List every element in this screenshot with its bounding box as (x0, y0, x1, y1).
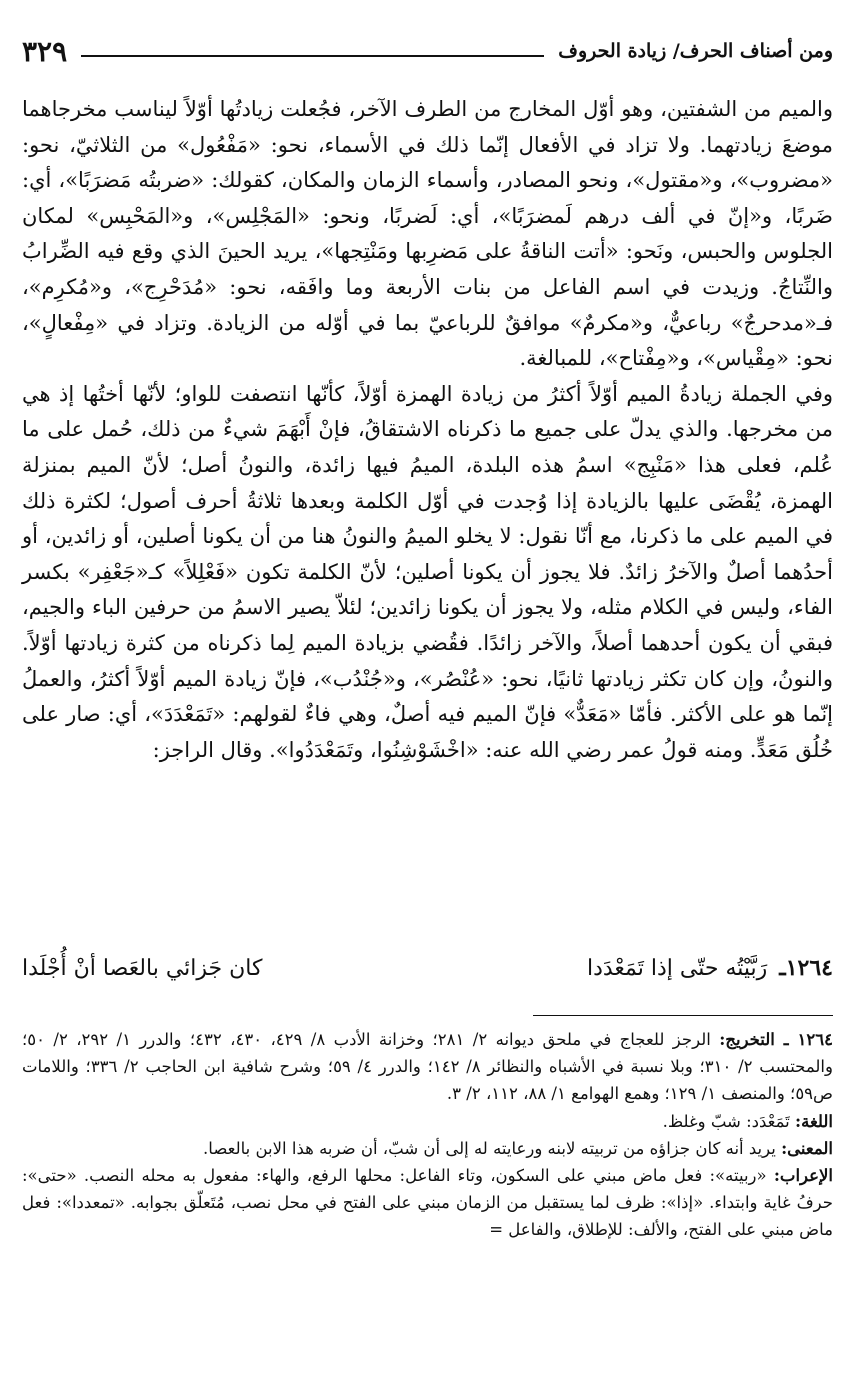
lugha-label: اللغة: (795, 1111, 833, 1131)
footnote-lugha (22, 1108, 833, 1135)
running-title: ومن أصناف الحرف/ زيادة الحروف (558, 40, 833, 62)
page-header (22, 30, 833, 72)
verse-second-hemistich: كان جَزائي بالعَصا أنْ أُجْلَدا (22, 955, 263, 981)
verse-first-hemistich: رَبَّيْتُه حتّى إذا تَمَعْدَدا (586, 955, 768, 981)
page-number: ٣٢٩ (22, 34, 68, 68)
footnote-separator (533, 1015, 833, 1016)
takhrij-text: الرجز للعجاج في ملحق ديوانه ٢/ ٢٨١؛ وخزانة الأدب ٨/ ٤٢٩، ٤٣٠، ٤٣٢؛ والدرر ١/ ٢٩٢، ٢/ ٥٠؛ والمحتسب ٢/ ٣١٠؛ وبلا نسبة في الأشباه والنظائر ٨/ ١٤٢؛ والدرر ٤/ ٥٩؛ وشرح شافية ابن الحاجب ٢/ ٣٣٦؛ واللامات ص٥٩؛ والمنصف ١/ ١٢٩؛ وهمع الهوامع ١/ ٨٨، ١١٢، ٢/ ٣. (22, 1030, 833, 1104)
footnote-takhrij (22, 1026, 833, 1108)
paragraph-1: والميم من الشفتين، وهو أوّل المخارج من الطرف الآخر، فجُعلت زيادتُها أوّلاً ليناسب مخرجاهما موضعَ زيادتهما. ولا تزاد في الأفعال إنّما ذلك في الأسماء، نحو: «مَفْعُول» من الثلاثيّ، نحو: «مضروب»، و«مقتول»، ونحو المصادر، وأسماء الزمان والمكان، كقولك: «ضربتُه مَضرَبًا»، أي: ضَربًا، و«إنّ في ألف درهم لَمضرَبًا»، أي: لَضربًا، ونحو: «المَجْلِس»، و«المَحْبِس» لمكان الجلوس والحبس، ونَحو: «أتت الناقةُ على مَضرِبها ومَنْتِجها»، يريد الحينَ الذي وقع فيه الضِّرابُ والنِّتاجُ. وزيدت في اسم الفاعل من بنات الأربعة وما وافَقه، نحو: «مُدَحْرِج»، و«مُكرِم»، فـ«مدحرجٌ» رباعيٌّ، و«مكرمٌ» موافقٌ للرباعيّ بما في أوّله من الزيادة. وتزاد في «مِفْعالٍ»، نحو: «مِقْياس»، و«مِفْتاح»، للمبالغة. (22, 97, 833, 371)
lugha-text: تَمَعْدَد: شبّ وغلظ. (662, 1111, 790, 1131)
main-text (22, 92, 833, 768)
header-rule (81, 55, 544, 57)
footnotes (22, 1026, 833, 1244)
mana-label: المعنى: (781, 1138, 833, 1158)
mana-text: يريد أنه كان جزاؤه من تربيته لابنه ورعايته له إلى أن شبّ، أن ضربه هذا الابن بالعصا. (203, 1138, 776, 1158)
paragraph-2: وفي الجملة زيادةُ الميم أوّلاً أكثرُ من زيادة الهمزة أوّلاً، كأنّها انتصفت للواو؛ لأنّها أختُها إذ هي من مخرجها. والذي يدلّ على جميع ما ذكرناه الاشتقاقُ، فإنْ أَبْهَمَ شيءٌ من ذلك، حُمل على ما عُلم، فعلى هذا «مَنْبِج» اسمُ هذه البلدة، الميمُ فيها زائدة، والنونُ أصل؛ لأنّ الميم بمنزلة الهمزة، يُقْضَى عليها بالزيادة إذا وُجدت في أوّل الكلمة وبعدها ثلاثةُ أحرف أصول؛ لكثرة ذلك في الميم على ما ذكرنا، مع أنّا نقول: لا يخلو الميمُ والنونُ هنا من أن يكونا أصلين، أو زائدين، أو أحدُهما أصلٌ والآخرُ زائدٌ. فلا يجوز أن يكونا أصلين؛ لأنّ الكلمة تكون «فَعْلِلاً» كـ«جَعْفِر» بكسر الفاء، وليس في الكلام مثله، ولا يجوز أن يكونا زائدين؛ لئلاّ يصير الاسمُ من حرفين الباء والجيم، فبقي أن يكون أحدهما أصلاً، والآخر زائدًا. فقُضي بزيادة الميم لِما ذكرناه من كثرة زيادتها أوّلاً. والنونُ، وإن كان تكثر زيادتها ثانيًا، نحو: «عُنْصُر»، و«جُنْدُب»، فإنّ زيادة الميم أوّلاً أكثرُ، والعملُ إنّما هو على الأكثر. فأمّا «مَعَدٌّ» فإنّ الميم فيه أصلٌ، وهي فاءٌ لقولهم: «تَمَعْدَدَ»، أي: صار على خُلُق مَعَدٍّ. ومنه قولُ عمر رضي الله عنه: «اخْشَوْشِنُوا، وتَمَعْدَدُوا». وقال الراجز: (22, 381, 834, 762)
poem-verse (22, 948, 833, 988)
irab-text: «ربيته»: فعل ماض مبني على السكون، وتاء الفاعل: محلها الرفع، والهاء: مفعول به محله النصب. «حتى»: حرفُ غاية وابتداء. «إذا»: ظرف لما يستقبل من الزمان مبني على الفتح في محل نصب، مُتَعلّق بجوابه. «تمعددا»: فعل ماض مبني على الفتح، والألف: للإطلاق، والفاعل = (22, 1166, 833, 1240)
irab-label: الإعراب: (773, 1166, 833, 1186)
takhrij-label: ١٢٦٤ ـ التخريج: (719, 1030, 833, 1049)
footnote-mana (22, 1135, 833, 1162)
verse-number: ١٢٦٤ـ (779, 955, 833, 981)
footnote-irab (22, 1162, 833, 1244)
